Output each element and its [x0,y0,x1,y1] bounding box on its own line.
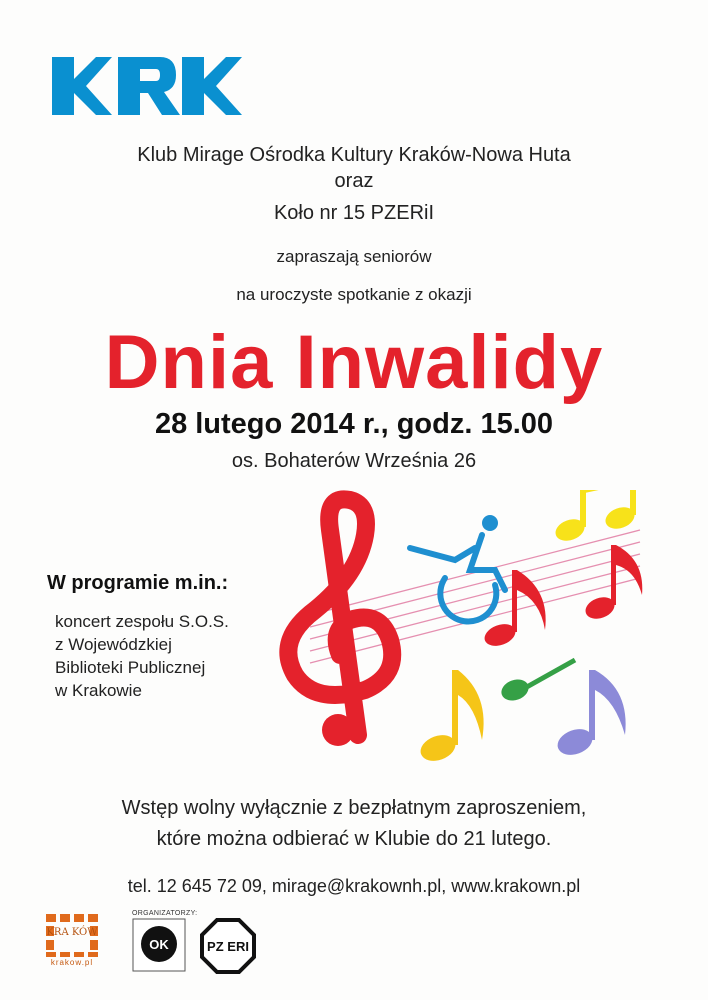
krakow-logo [44,912,100,958]
yellow-note-icon [417,670,484,765]
ok-logo [132,918,186,974]
invitation-line: zapraszają seniorów [276,247,432,266]
organizers-label: ORGANIZATORZY: [132,910,198,917]
co-organizer-line: Koło nr 15 PZERiI [273,202,435,224]
program-line: koncert zespołu S.O.S. [55,612,229,631]
program-description [55,610,229,702]
program-line: Biblioteki Publicznej [55,658,206,677]
purple-note-icon [554,670,626,759]
krakow-logo-text: KRA KÓW [46,927,98,938]
wheelchair-icon [410,515,505,621]
event-title: Dnia Inwalidy [104,320,604,405]
red-notes-icon [482,545,643,650]
program-heading: W programie m.in.: [47,572,229,594]
contact-info: tel. 12 645 72 09, mirage@krakownh.pl, www.krakown.pl [127,876,581,896]
ok-logo-text: OK [149,937,169,952]
conjunction-line: oraz [334,170,374,192]
green-note-icon [498,660,575,704]
entry-note [0,793,708,855]
treble-clef-icon [288,499,392,746]
program-line: w Krakowie [55,681,142,700]
krakow-url: krakow.pl [50,958,94,967]
krk-logo [52,57,242,117]
organizer-line: Klub Mirage Ośrodka Kultury Kraków-Nowa Huta [137,144,571,166]
pzeri-logo [200,918,256,974]
event-date-time: 28 lutego 2014 r., godz. 15.00 [154,408,554,440]
entry-note-line: Wstęp wolny wyłącznie z bezpłatnym zaproszeniem, [121,797,587,819]
yellow-double-note-icon [552,490,637,545]
entry-note-line: które można odbierać w Klubie do 21 lutego. [156,828,552,850]
program-line: z Wojewódzkiej [55,635,172,654]
event-address: os. Bohaterów Września 26 [231,450,477,472]
occasion-line: na uroczyste spotkanie z okazji [236,285,472,304]
music-illustration [270,490,655,780]
pzeri-logo-text: PZ ERI [207,939,249,954]
